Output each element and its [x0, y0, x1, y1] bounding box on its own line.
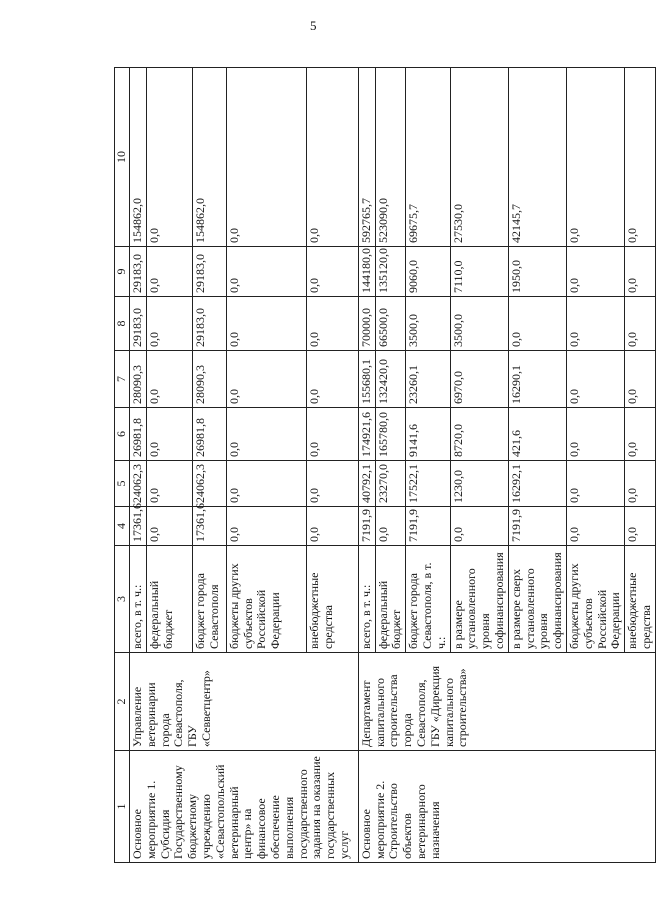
value-cell: 3500,0: [450, 297, 508, 351]
value-cell: 23260,1: [406, 351, 450, 408]
value-cell: 1950,0: [508, 247, 566, 297]
funding-source: внебюджетные средства: [306, 546, 358, 653]
value-cell: 26981,8: [130, 408, 147, 461]
value-cell: 27530,0: [450, 68, 508, 247]
value-cell: 135120,0: [375, 247, 406, 297]
value-cell: 0,0: [306, 408, 358, 461]
column-number: 7: [115, 351, 130, 408]
value-cell: 0,0: [625, 351, 656, 408]
rotated-page-content: [114, 68, 653, 863]
column-number: 8: [115, 297, 130, 351]
value-cell: 174921,6: [358, 408, 375, 461]
funding-source: федеральный бюджет: [146, 546, 192, 653]
funding-source: всего, в т. ч.:: [358, 546, 375, 653]
value-cell: 17361,6: [130, 507, 147, 546]
value-cell: 0,0: [625, 68, 656, 247]
activity-name: Основное мероприятие 2. Строительство объектов ветеринарного назначения: [358, 751, 655, 863]
value-cell: 0,0: [566, 297, 624, 351]
value-cell: 155680,1: [358, 351, 375, 408]
value-cell: 6970,0: [450, 351, 508, 408]
value-cell: 16290,1: [508, 351, 566, 408]
value-cell: 0,0: [625, 461, 656, 507]
value-cell: 29183,0: [130, 247, 147, 297]
column-number: 4: [115, 507, 130, 546]
value-cell: 66500,0: [375, 297, 406, 351]
value-cell: 28090,3: [130, 351, 147, 408]
value-cell: 7191,9: [406, 507, 450, 546]
funding-source: внебюджетные средства: [625, 546, 656, 653]
column-number: 10: [115, 68, 130, 247]
funding-source: в размере сверх установленного уровня софинансирования: [508, 546, 566, 653]
executor-name: Управление ветеринарии города Севастополя, ГБУ «Севветцентр»: [130, 653, 359, 751]
value-cell: 0,0: [566, 247, 624, 297]
table-row: [130, 68, 147, 863]
value-cell: 0,0: [306, 461, 358, 507]
value-cell: 29183,0: [130, 297, 147, 351]
value-cell: 16292,1: [508, 461, 566, 507]
value-cell: 23270,0: [375, 461, 406, 507]
value-cell: 7191,9: [358, 507, 375, 546]
column-number-row: [115, 68, 130, 863]
value-cell: 28090,3: [192, 351, 226, 408]
value-cell: 0,0: [226, 507, 306, 546]
value-cell: 0,0: [146, 68, 192, 247]
value-cell: 0,0: [306, 247, 358, 297]
value-cell: 0,0: [625, 408, 656, 461]
funding-source: бюджеты других субъектов Российской Федерации: [226, 546, 306, 653]
funding-source: бюджеты других субъектов Российской Федерации: [566, 546, 624, 653]
value-cell: 8720,0: [450, 408, 508, 461]
value-cell: 24062,3: [192, 461, 226, 507]
value-cell: 24062,3: [130, 461, 147, 507]
column-number: 3: [115, 546, 130, 653]
value-cell: 165780,0: [375, 408, 406, 461]
value-cell: 0,0: [625, 507, 656, 546]
value-cell: 0,0: [566, 507, 624, 546]
value-cell: 144180,0: [358, 247, 375, 297]
value-cell: 0,0: [566, 461, 624, 507]
funding-source: в размере установленного уровня софинансирования: [450, 546, 508, 653]
value-cell: 0,0: [226, 247, 306, 297]
value-cell: 0,0: [226, 408, 306, 461]
funding-source: всего, в т. ч.:: [130, 546, 147, 653]
value-cell: 29183,0: [192, 247, 226, 297]
value-cell: 0,0: [450, 507, 508, 546]
value-cell: 69675,7: [406, 68, 450, 247]
funding-source: бюджет города Севастополя, в т. ч.:: [406, 546, 450, 653]
column-number: 5: [115, 461, 130, 507]
value-cell: 29183,0: [192, 297, 226, 351]
funding-source: федеральный бюджет: [375, 546, 406, 653]
value-cell: 40792,1: [358, 461, 375, 507]
value-cell: 0,0: [146, 507, 192, 546]
value-cell: 0,0: [566, 408, 624, 461]
activity-name: Основное мероприятие 1. Субсидия Государственному бюджетному учреждению «Севастопольский ветеринарный центр» на финансовое обеспечение выполнения государственного задания на оказание государственных услуг: [130, 751, 359, 863]
value-cell: 0,0: [306, 68, 358, 247]
value-cell: 0,0: [508, 297, 566, 351]
value-cell: 3500,0: [406, 297, 450, 351]
value-cell: 0,0: [306, 297, 358, 351]
column-number: 6: [115, 408, 130, 461]
value-cell: 0,0: [226, 351, 306, 408]
value-cell: 7110,0: [450, 247, 508, 297]
value-cell: 0,0: [226, 461, 306, 507]
value-cell: 0,0: [146, 351, 192, 408]
value-cell: 0,0: [146, 408, 192, 461]
column-number: 9: [115, 247, 130, 297]
value-cell: 0,0: [226, 297, 306, 351]
value-cell: 0,0: [566, 68, 624, 247]
value-cell: 0,0: [306, 351, 358, 408]
value-cell: 0,0: [566, 351, 624, 408]
value-cell: 0,0: [625, 247, 656, 297]
value-cell: 0,0: [306, 507, 358, 546]
page-number: 5: [310, 18, 317, 33]
value-cell: 0,0: [146, 297, 192, 351]
value-cell: 421,6: [508, 408, 566, 461]
value-cell: 0,0: [625, 297, 656, 351]
value-cell: 17361,6: [192, 507, 226, 546]
budget-table: [114, 67, 656, 863]
value-cell: 0,0: [226, 68, 306, 247]
value-cell: 9060,0: [406, 247, 450, 297]
value-cell: 17522,1: [406, 461, 450, 507]
value-cell: 0,0: [146, 461, 192, 507]
value-cell: 7191,9: [508, 507, 566, 546]
value-cell: 26981,8: [192, 408, 226, 461]
column-number: 2: [115, 653, 130, 751]
value-cell: 523090,0: [375, 68, 406, 247]
value-cell: 154862,0: [192, 68, 226, 247]
value-cell: 70000,0: [358, 297, 375, 351]
executor-name: Департамент капитального строительства города Севастополя, ГБУ «Дирекция капитального строительства»: [358, 653, 655, 751]
value-cell: 0,0: [375, 507, 406, 546]
value-cell: 592765,7: [358, 68, 375, 247]
value-cell: 1230,0: [450, 461, 508, 507]
value-cell: 9141,6: [406, 408, 450, 461]
funding-source: бюджет города Севастополя: [192, 546, 226, 653]
column-number: 1: [115, 751, 130, 863]
value-cell: 42145,7: [508, 68, 566, 247]
value-cell: 132420,0: [375, 351, 406, 408]
value-cell: 0,0: [146, 247, 192, 297]
table-row: [358, 68, 375, 863]
value-cell: 154862,0: [130, 68, 147, 247]
